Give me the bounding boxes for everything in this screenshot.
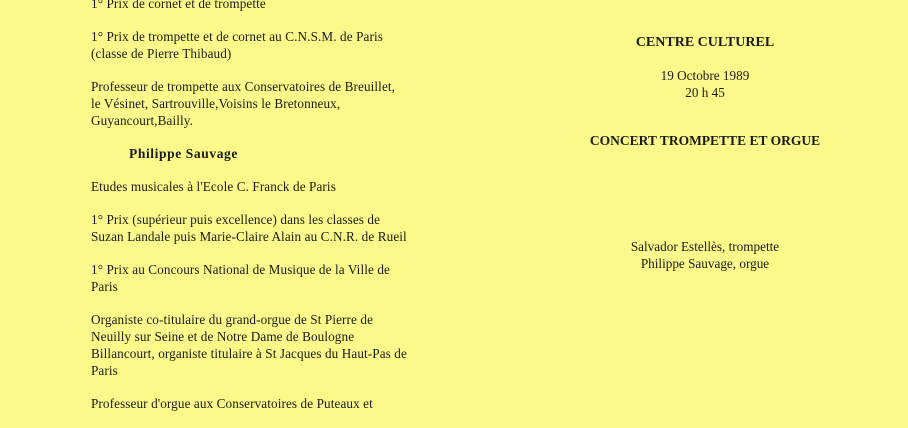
concert-date: 19 Octobre 1989	[660, 68, 750, 83]
organist-name-heading: Philippe Sauvage	[129, 146, 238, 161]
bio-paragraph-national-prize: 1° Prix au Concours National de Musique de la Ville de Paris	[91, 262, 390, 294]
bio-paragraph-organist-posts	[91, 311, 471, 379]
bio-paragraph-cnsm-prize: 1° Prix de trompette et de cornet au C.N.S.M. de Paris (classe de Pierre Thibaud)	[91, 29, 383, 61]
bio-paragraph-rueil-prize: 1° Prix (supérieur puis excellence) dans les classes de Suzan Landale puis Marie-Claire Alain au C.N.R. de Rueil	[91, 212, 407, 244]
venue-title: CENTRE CULTUREL	[635, 35, 775, 50]
biography-column	[91, 0, 471, 428]
concert-time: 20 h 45	[685, 85, 725, 100]
performer-trumpet: Salvador Estellès, trompette	[630, 239, 780, 254]
organist-para-line: Paris	[91, 363, 118, 378]
bio-paragraph-trumpet-professor: Professeur de trompette aux Conservatoires de Breuillet, le Vésinet, Sartrouville,Voisins le Bretonneux, Guyancourt,Bailly.	[91, 79, 396, 128]
organist-para-line: Billancourt, organiste titulaire à St Jacques du Haut-Pas de	[91, 346, 407, 361]
bio-paragraph-studies: Etudes musicales à l'Ecole C. Franck de Paris	[91, 179, 336, 194]
bio-paragraph-cornet-prize: 1° Prix de cornet et de trompette	[91, 0, 266, 11]
organist-para-line: Organiste co-titulaire du grand-orgue de St Pierre de	[91, 312, 374, 327]
concert-info-column	[555, 34, 855, 272]
concert-title: CONCERT TROMPETTE ET ORGUE	[589, 133, 821, 148]
performers-list	[555, 238, 855, 272]
bio-paragraph-organ-professor: Professeur d'orgue aux Conservatoires de Puteaux et	[91, 396, 373, 411]
performer-organ: Philippe Sauvage, orgue	[640, 256, 770, 271]
organist-para-line: Neuilly sur Seine et de Notre Dame de Boulogne	[91, 329, 355, 344]
